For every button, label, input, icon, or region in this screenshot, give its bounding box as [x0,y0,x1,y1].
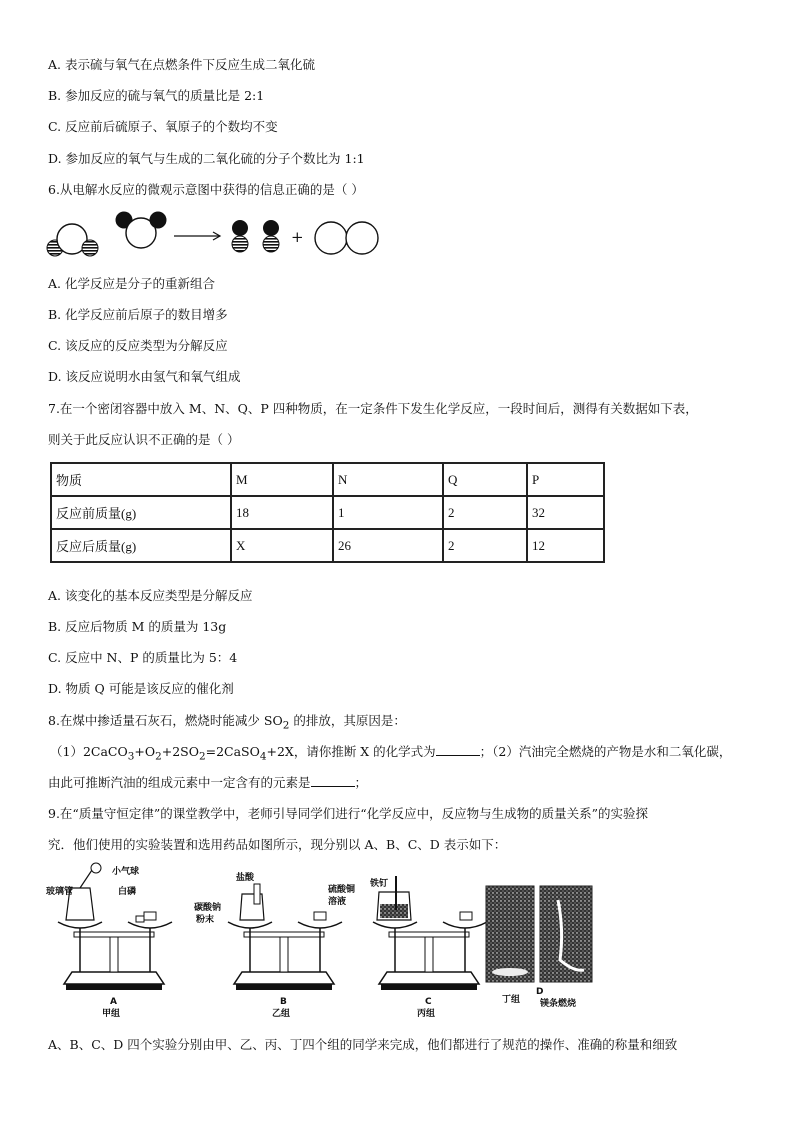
table-header-cell: P [527,463,604,496]
label-na2co3-2: 粉末 [196,915,215,925]
label-c: C [425,997,432,1007]
label-cuso4-2: 溶液 [328,897,347,907]
table-cell: 26 [333,529,443,562]
answer-blank-x[interactable] [436,743,480,756]
table-header-cell: M [231,463,333,496]
plus-sign: + [291,228,304,246]
label-a: A [110,997,117,1007]
label-white-phosphorus: 白磷 [118,887,137,897]
oxygen-molecule-icon [315,222,378,254]
q8-part2-line: 由此可推断汽油的组成元素中一定含有的元素是 ； [48,775,368,790]
label-nail: 铁钉 [370,879,389,889]
water-molecule-icon [47,224,98,256]
q7-option-d: D. 物质 Q 可能是该反应的催化剂 [48,681,234,696]
q8-stem: 8.在煤中掺适量石灰石，燃烧时能减少 $SO_2$ 的排放，其原因是： [48,713,406,732]
table-cell: 32 [527,496,604,529]
mass-data-table [50,462,605,563]
label-na2co3-1: 碳酸钠 [194,903,222,913]
table-row [51,529,604,562]
label-hcl: 盐酸 [236,873,255,883]
q6-stem: 6.从电解水反应的微观示意图中获得的信息正确的是（ ） [48,182,364,197]
label-mg-burning: 镁条燃烧 [540,999,577,1009]
q9-stem-line2: 究．他们使用的实验装置和选用药品如图所示，现分别以 A、B、C、D 表示如下： [48,837,507,852]
q7-option-a: A. 该变化的基本反应类型是分解反应 [48,588,253,603]
electrolysis-diagram [44,208,404,268]
label-d: D [536,987,544,997]
label-balloon: 小气球 [112,867,140,877]
q5-option-b: B. 参加反应的硫与氧气的质量比是 2:1 [48,88,265,103]
q9-followup-line: A、B、C、D 四个实验分别由甲、乙、丙、丁四个组的同学来完成，他们都进行了规范的操作、准确的称量和细致 [48,1037,678,1052]
label-c-group: 丙组 [417,1009,436,1019]
q7-option-b: B. 反应后物质 M 的质量为 13g [48,619,227,634]
q5-option-c: C. 反应前后硫原子、氧原子的个数均不变 [48,119,278,134]
balance-c-icon [373,876,487,990]
label-d-group: 丁组 [502,995,521,1005]
table-row [51,463,604,496]
label-glass-tube: 玻璃管 [46,887,74,897]
mg-burning-photo-1 [486,886,534,982]
table-cell: 反应前质量(g) [51,496,231,529]
q9-stem-line1: 9.在“质量守恒定律”的课堂教学中，老师引导同学们进行“化学反应中，反应物与生成物的质量关系”的实验探 [48,806,648,821]
table-cell: 1 [333,496,443,529]
hydrogen-molecule-icon [263,220,279,252]
water-molecule-icon [116,212,166,248]
q5-option-d: D. 参加反应的氧气与生成的二氧化硫的分子个数比为 1:1 [48,151,365,166]
q8-part1-line: $(1)2CaCO_3+O_2+2SO_2=2CaSO_4+2X$，请你推断 X 的化学式为 ；（2）汽油完全燃烧的产物是水和二氧化碳， [50,744,732,763]
q6-option-d: D. 该反应说明水由氢气和氧气组成 [48,369,241,384]
balance-a-icon [58,863,172,990]
label-b: B [280,997,287,1007]
answer-blank-elements[interactable] [311,774,355,787]
balance-b-icon [228,884,342,990]
table-header-cell: 物质 [51,463,231,496]
table-cell: X [231,529,333,562]
mg-burning-photo-2 [540,886,592,982]
q6-option-a: A. 化学反应是分子的重新组合 [48,276,215,291]
label-cuso4-1: 硫酸铜 [328,885,356,895]
q6-option-c: C. 该反应的反应类型为分解反应 [48,338,228,353]
table-cell: 2 [443,529,527,562]
table-row [51,496,604,529]
table-cell: 反应后质量(g) [51,529,231,562]
label-b-group: 乙组 [272,1009,291,1019]
q5-option-a: A. 表示硫与氧气在点燃条件下反应生成二氧化硫 [48,57,315,72]
q7-stem-line2: 则关于此反应认识不正确的是（ ） [48,432,240,447]
q7-stem-line1: 7.在一个密闭容器中放入 M、N、Q、P 四种物质，在一定条件下发生化学反应，一段时间后，测得有关数据如下表， [48,401,698,416]
label-a-group: 甲组 [102,1009,121,1019]
table-header-cell: N [333,463,443,496]
table-cell: 12 [527,529,604,562]
experiment-figure [44,860,604,1020]
hydrogen-molecule-icon [232,220,248,252]
table-header-cell: Q [443,463,527,496]
table-cell: 18 [231,496,333,529]
q7-option-c: C. 反应中 N、P 的质量比为 5：4 [48,650,238,665]
table-cell: 2 [443,496,527,529]
q6-option-b: B. 化学反应前后原子的数目增多 [48,307,228,322]
